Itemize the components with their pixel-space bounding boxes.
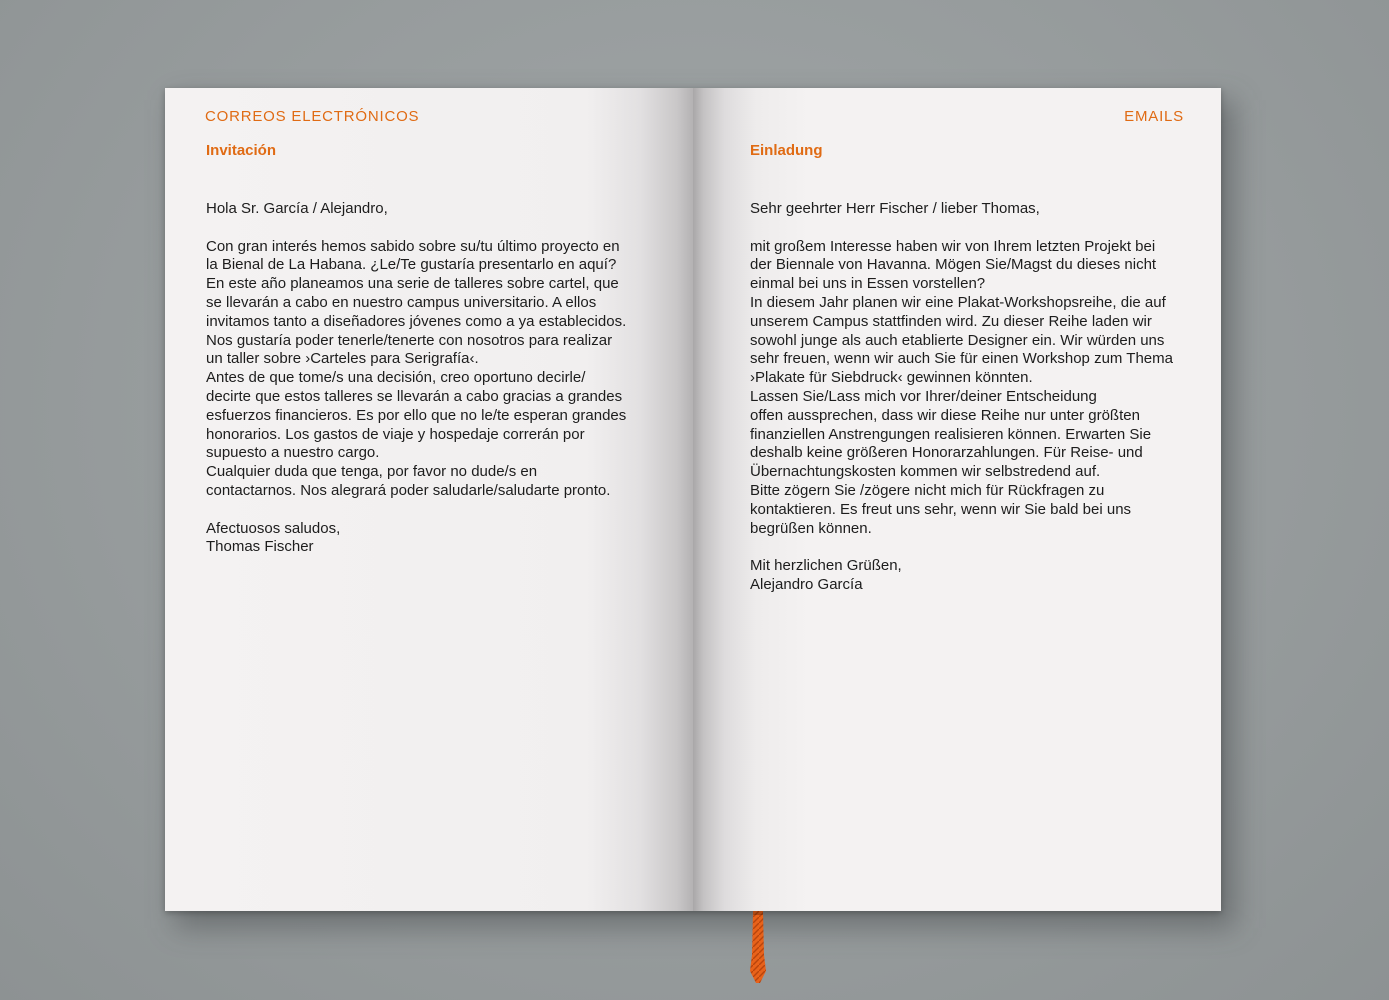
letter-closing: Mit herzlichen Grüßen,	[750, 557, 902, 575]
letter-closing: Afectuosos saludos,	[206, 519, 341, 537]
ribbon-bookmark	[747, 911, 769, 983]
letter-signature: Thomas Fischer	[206, 538, 314, 556]
letter-paragraph: Con gran interés hemos sabido sobre su/tu último proyecto en la Bienal de La Habana. ¿Le/Te gustaría presentarlo en aquí? En este año planeamos una serie de talleres sobre cartel, que se llevarán a cabo en nuestro campus universitario. A ellos invitamos tanto a diseñadores jóvenes como a ya establecidos. Nos gustaría poder tenerle/tenerte con nosotros para realizar un taller sobre ›Carteles para Serigrafía‹.	[206, 237, 627, 368]
open-book	[165, 88, 1221, 911]
letter-paragraph: Antes de que tome/s una decisión, creo oportuno decirle/ decirte que estos talleres se llevarán a cabo gracias a grandes esfuerzos financieros. Es por ello que no le/te esperan grandes honorarios. Los gastos de viaje y hospedaje correrán por supuesto a nuestro cargo.	[206, 369, 627, 462]
left-page	[165, 88, 693, 911]
letter-paragraph: mit großem Interesse haben wir von Ihrem letzten Projekt bei der Biennale von Havanna. Mögen Sie/Magst du dieses nicht einmal bei uns in Essen vorstellen?	[750, 237, 1157, 293]
letter-greeting: Sehr geehrter Herr Fischer / lieber Thomas,	[750, 200, 1040, 217]
running-head-left: CORREOS ELECTRÓNICOS	[205, 108, 420, 125]
letter-spanish	[206, 200, 646, 557]
subhead-left: Invitación	[206, 142, 277, 159]
letter-greeting: Hola Sr. García / Alejandro,	[206, 200, 388, 217]
running-head-right: EMAILS	[1124, 108, 1184, 125]
letter-paragraph: In diesem Jahr planen wir eine Plakat-Workshopsreihe, die auf unserem Campus stattfinden wird. Zu dieser Reihe laden wir sowohl junge als auch etablierte Designer ein. Wir würden uns sehr freuen, wenn wir auch Sie für einen Workshop zum Thema ›Plakate für Siebdruck‹ gewinnen könnten.	[750, 293, 1173, 387]
subhead-right: Einladung	[750, 142, 823, 159]
letter-signature: Alejandro García	[750, 575, 863, 593]
letter-paragraph: Lassen Sie/Lass mich vor Ihrer/deiner Entscheidung offen aussprechen, dass wir diese Reihe nur unter größten finanziellen Anstrengungen realisieren können. Erwarten Sie deshalb keine größeren Honorarzahlungen. Für Reise- und Übernachtungskosten kommen wir selbstredend auf.	[750, 387, 1152, 481]
letter-paragraph: Bitte zögern Sie /zögere nicht mich für Rückfragen zu kontaktieren. Es freut uns sehr, wenn wir Sie bald bei uns begrüßen können.	[750, 481, 1132, 537]
letter-german	[750, 200, 1190, 595]
right-page	[693, 88, 1221, 911]
letter-paragraph: Cualquier duda que tenga, por favor no dude/s en contactarnos. Nos alegrará poder saludarle/saludarte pronto.	[206, 463, 611, 499]
